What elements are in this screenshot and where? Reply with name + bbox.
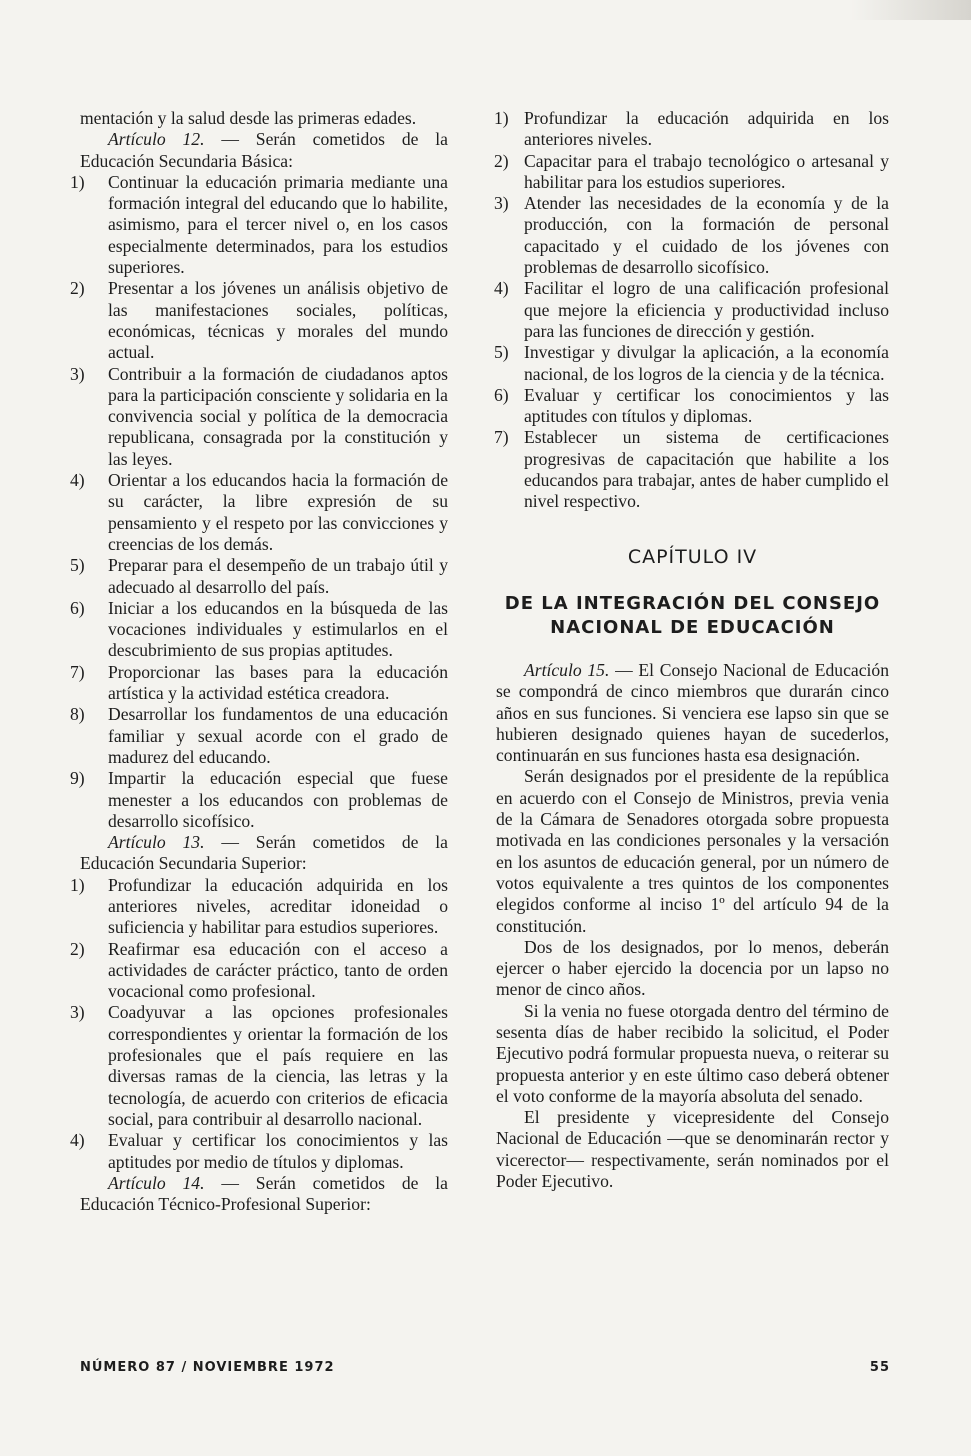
list-item [496, 151, 889, 194]
article-15-title: Artículo 15. [524, 659, 610, 680]
article-12-heading [80, 129, 448, 172]
page-corner-shadow [851, 0, 971, 20]
page-footer [80, 1360, 890, 1375]
item-number: 7) [70, 661, 85, 682]
item-number: 3) [70, 363, 85, 384]
list-item [496, 385, 889, 428]
item-text: Proporcionar las bases para la educación artística y la actividad estética creadora. [108, 661, 448, 704]
item-text: Atender las necesidades de la economía y de la producción, con la formación de personal capacitado y el cuidado de los jóvenes con problemas de desarrollo sicofísico. [524, 193, 889, 278]
article-13-list [70, 874, 448, 1173]
item-text: Evaluar y certificar los conocimientos y las aptitudes con títulos y diplomas. [524, 384, 889, 427]
item-number: 1) [494, 108, 509, 128]
item-text: Reafirmar esa educación con el acceso a actividades de carácter práctico, tanto de orden vocacional como profesional. [108, 938, 448, 1002]
item-text: Investigar y divulgar la aplicación, a la economía nacional, de los logros de la ciencia y de la técnica. [524, 342, 889, 384]
article-12-title: Artículo 12. [108, 129, 205, 150]
list-item [70, 874, 448, 939]
article-12-text: — Serán cometidos de la Educación Secundaria Básica: [80, 129, 448, 171]
list-item [70, 661, 448, 705]
list-item [70, 768, 448, 832]
article-15-paragraph [496, 660, 889, 766]
item-text: Orientar a los educandos hacia la formación de su carácter, la libre expresión de su pensamiento y el respeto por las convicciones y creencias de los demás. [108, 470, 448, 554]
list-item [70, 704, 448, 768]
list-item [496, 278, 889, 342]
item-number: 7) [494, 427, 509, 448]
item-number: 2) [494, 150, 509, 171]
article-13-text: — Serán cometidos de la Educación Secundaria Superior: [80, 832, 448, 874]
item-text: Desarrollar los fundamentos de una educación familiar y sexual acorde con el grado de madurez del educando. [108, 704, 448, 767]
body-paragraph: Dos de los designados, por lo menos, deberán ejercer o haber ejercido la docencia por un lapso no menor de cinco años. [496, 936, 889, 1000]
body-paragraph: Si la venia no fuese otorgada dentro del término de sesenta días de haber recibido la solicitud, el Poder Ejecutivo podrá formular propuesta nueva, o reiterar su propuesta anterior y en este último caso deberá obtener el voto conforme de la mayoría absoluta del senado. [496, 1000, 889, 1106]
article-14-title: Artículo 14. [108, 1172, 205, 1193]
issue-label: NÚMERO 87 / NOVIEMBRE 1972 [80, 1360, 335, 1375]
list-item [496, 108, 889, 151]
list-item [70, 470, 448, 555]
item-text: Evaluar y certificar los conocimientos y las aptitudes por medio de títulos y diplomas. [108, 1130, 448, 1172]
item-number: 4) [70, 470, 85, 491]
chapter-heading: CAPÍTULO IV [627, 545, 758, 568]
item-number: 1) [70, 874, 85, 895]
item-number: 2) [70, 278, 85, 299]
item-number: 4) [70, 1130, 85, 1151]
item-text: Impartir la educación especial que fuese menester a los educandos con problemas de desarrollo sicofísico. [108, 768, 448, 831]
list-item [70, 1130, 448, 1173]
intro-paragraph: mentación y la salud desde las primeras edades. [80, 108, 417, 128]
item-text: Preparar para el desempeño de un trabajo útil y adecuado al desarrollo del país. [108, 555, 448, 597]
section-title-line-2: NACIONAL DE EDUCACIÓN [550, 616, 835, 638]
article-14-text: — Serán cometidos de la Educación Técnico-Profesional Superior: [80, 1172, 448, 1215]
item-number: 5) [70, 555, 85, 576]
article-15-text: — El Consejo Nacional de Educación se compondrá de cinco miembros que durarán cinco años en sus funciones. Si venciera ese lapso sin que se hubieren designado quienes hayan de sucederlos, continuarán en sus funciones hasta esa designación. [496, 659, 889, 766]
item-text: Profundizar la educación adquirida en los anteriores niveles, acreditar idoneidad o suficiencia y habilitar para estudios superiores. [108, 874, 448, 938]
item-text: Presentar a los jóvenes un análisis objetivo de las manifestaciones sociales, políticas, económicas, técnicas y morales del mundo actual. [108, 278, 448, 363]
item-text: Continuar la educación primaria mediante una formación integral del educando que lo habilite, asimismo, para el tercer nivel o, en los casos especialmente determinados, para los estudios superiores. [108, 171, 448, 278]
list-item [70, 938, 448, 1003]
item-text: Coadyuvar a las opciones profesionales correspondientes y orientar la formación de los profesionales que el país requiere en las diversas ramas de la ciencia, las letras y la tecnología, de acuerdo con criterios de eficacia social, para contribuir al desarrollo nacional. [108, 1002, 448, 1129]
item-text: Facilitar el logro de una calificación profesional que mejore la eficiencia y productividad incluso para las funciones de dirección y gestión. [524, 278, 889, 341]
item-text: Capacitar para el trabajo tecnológico o artesanal y habilitar para los estudios superiores. [524, 150, 889, 192]
list-item [70, 597, 448, 662]
item-number: 6) [70, 597, 85, 618]
list-item [496, 427, 889, 512]
item-number: 8) [70, 704, 85, 725]
item-text: Iniciar a los educandos en la búsqueda de las vocaciones individuales y estimularlos en el descubrimiento de sus propias aptitudes. [108, 597, 448, 661]
item-text: Establecer un sistema de certificaciones progresivas de capacitación que habilite a los educandos para trabajar, antes de haber cumplido el nivel respectivo. [524, 427, 889, 512]
list-item [70, 171, 448, 278]
item-number: 4) [494, 278, 509, 299]
list-item [70, 278, 448, 363]
item-number: 2) [70, 938, 85, 959]
right-column [496, 108, 889, 1192]
section-title-line-1: DE LA INTEGRACIÓN DEL CONSEJO [504, 592, 881, 614]
article-13-title: Artículo 13. [108, 832, 205, 853]
list-item [496, 193, 889, 278]
article-14-heading [80, 1173, 448, 1216]
item-number: 6) [494, 384, 509, 405]
item-text: Profundizar la educación adquirida en los anteriores niveles. [524, 108, 889, 150]
list-item [70, 363, 448, 470]
article-14-list [496, 108, 889, 513]
list-item [496, 342, 889, 385]
article-12-list [70, 171, 448, 832]
body-paragraph: El presidente y vicepresidente del Consejo Nacional de Educación —que se denominarán rector y vicerector— respectivamente, serán nominados por el Poder Ejecutivo. [496, 1107, 889, 1192]
left-column [70, 108, 448, 1215]
item-number: 1) [70, 171, 85, 192]
list-item [70, 555, 448, 598]
item-text: Contribuir a la formación de ciudadanos aptos para la participación consciente y solidaria en la convivencia social y política de la democracia republicana, consagrada por la constitución y las leyes. [108, 363, 448, 469]
body-paragraph: Serán designados por el presidente de la república en acuerdo con el Consejo de Ministros, previa venia de la Cámara de Senadores otorgada sobre propuesta motivada en las condiciones personales y la versación en los asuntos de educación general, por un número de votos equivalente a tres quintos de los componentes elegidos conforme al inciso 1º del artículo 94 de la constitución. [496, 766, 889, 936]
page-number: 55 [869, 1360, 890, 1375]
list-item [70, 1002, 448, 1130]
item-number: 3) [70, 1002, 85, 1023]
item-number: 5) [494, 342, 509, 363]
article-13-heading [80, 832, 448, 875]
section-title [496, 592, 889, 640]
item-number: 3) [494, 193, 509, 214]
item-number: 9) [70, 768, 85, 789]
